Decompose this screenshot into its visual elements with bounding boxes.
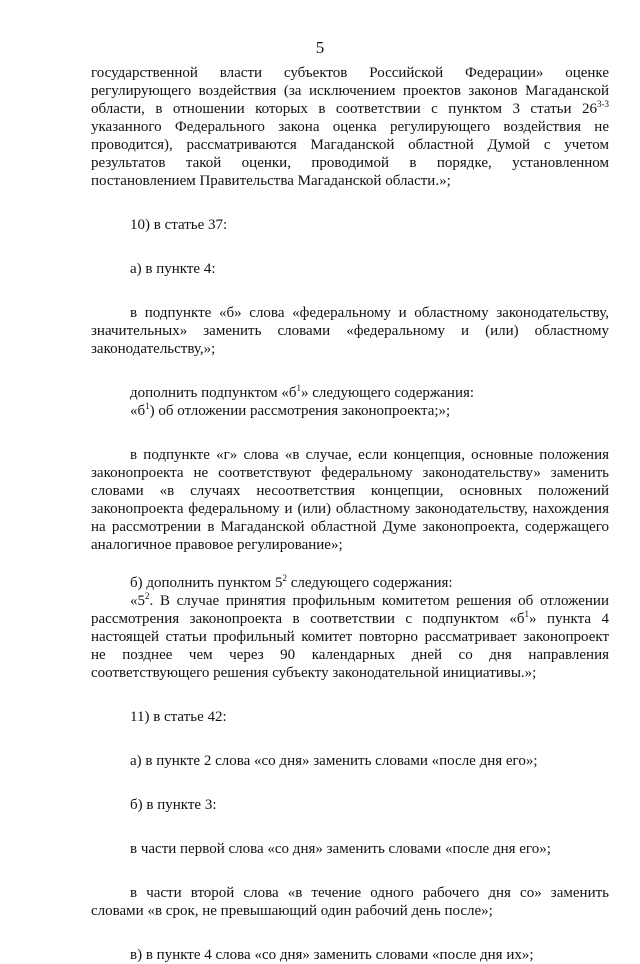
text-run: в подпункте «г» слова «в случае, если концепция, основные положения законопроекта не соответствуют федеральному законодательству» заменить словами «в случаях несоответствия концепции, основных положений законопроекта федеральному и (или) областному законодательству, нахождения на рассмотрении в Магаданской областной Думе законопроекта, содержащего аналогичное правовое регулирование»; [91, 447, 609, 553]
amendment-quote [91, 592, 609, 682]
amendment-paragraph [91, 304, 609, 358]
text-run: б) дополнить пунктом 5 [130, 575, 283, 591]
subitem-b-heading [91, 574, 609, 592]
item-11-heading [91, 708, 609, 726]
subitem-a-heading [91, 260, 609, 278]
amendment-paragraph [91, 884, 609, 920]
item-10-heading [91, 216, 609, 234]
amendment-paragraph [91, 446, 609, 554]
text-run: 11) в статье 42: [130, 709, 227, 725]
document-body [91, 64, 609, 964]
text-run: 10) в статье 37: [130, 217, 228, 233]
text-run: ) об отложении рассмотрения законопроекта;»; [149, 403, 451, 419]
superscript: 3-3 [597, 99, 609, 109]
paragraph-continuation [91, 64, 609, 190]
text-run: . В случае принятия профильным комитетом решения об отложении рассмотрения законопроекта в соответствии с подпунктом «б [91, 593, 609, 627]
text-run: » следующего содержания: [300, 385, 475, 401]
text-run: следующего содержания: [286, 575, 453, 591]
text-run: указанного Федерального закона оценка регулирующего воздействия не проводится), рассматриваются Магаданской областной Думой с учетом результатов такой оценки, проводимой в порядке, установленном постановлением Правительства Магаданской области.»; [91, 119, 609, 189]
page-number: 5 [315, 38, 325, 57]
amendment-paragraph [91, 384, 609, 402]
amendment-paragraph [91, 840, 609, 858]
text-run: » пункта 4 настоящей статьи профильный комитет повторно рассматривает законопроект не позднее чем через 90 календарных дней со дня направления соответствующего решения субъекту законодательной инициативы.»; [91, 611, 610, 681]
text-run: «5 [130, 593, 145, 609]
text-run: в подпункте «б» слова «федеральному и областному законодательству, значительных» заменить словами «федеральному и (или) областному законодательству,»; [91, 305, 609, 357]
text-run: «б [130, 403, 146, 419]
text-run: а) в пункте 4: [130, 261, 216, 277]
amendment-paragraph [91, 946, 609, 964]
superscript: 1 [524, 609, 530, 619]
text-run: б) в пункте 3: [130, 797, 217, 813]
subitem-b-heading [91, 796, 609, 814]
text-run: в части второй слова «в течение одного рабочего дня со» заменить словами «в срок, не превышающий один рабочий день после»; [91, 885, 609, 919]
text-run: в части первой слова «со дня» заменить словами «после дня его»; [130, 841, 551, 857]
text-run: государственной власти субъектов Российской Федерации» оценке регулирующего воздействия (за исключением проектов законов Магаданской области, в отношении которых в соответствии с пунктом 3 статьи 26 [91, 65, 609, 117]
amendment-quote [91, 402, 609, 420]
superscript: 2 [145, 591, 150, 601]
text-run: в) в пункте 4 слова «со дня» заменить словами «после дня их»; [130, 947, 534, 963]
text-run: дополнить подпунктом «б [130, 385, 297, 401]
superscript: 1 [296, 383, 301, 393]
superscript: 1 [145, 401, 150, 411]
amendment-paragraph [91, 752, 609, 770]
text-run: а) в пункте 2 слова «со дня» заменить словами «после дня его»; [130, 753, 538, 769]
superscript: 2 [282, 573, 287, 583]
